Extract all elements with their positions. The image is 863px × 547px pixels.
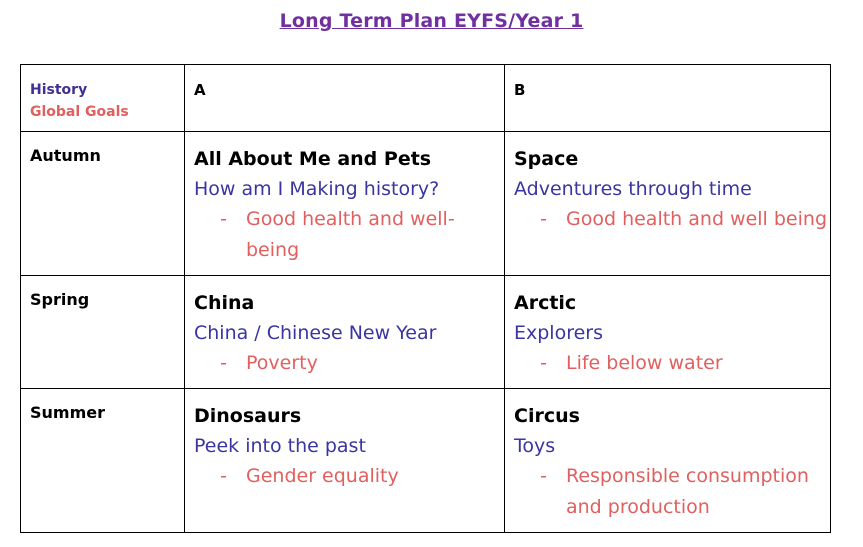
history-question: China / Chinese New Year — [194, 322, 437, 344]
season-cell — [21, 132, 185, 276]
plan-cell-a — [185, 276, 505, 389]
global-goal-item: - Life below water — [540, 352, 723, 374]
plan-cell-a — [185, 132, 505, 276]
topic-title: Space — [514, 148, 579, 170]
topic-title: All About Me and Pets — [194, 148, 432, 170]
history-question: Explorers — [514, 322, 604, 344]
season-cell — [21, 389, 185, 533]
legend-history: History — [30, 82, 88, 98]
season-label: Autumn — [30, 146, 101, 165]
column-header-b: B — [505, 65, 831, 132]
legend-global-goals: Global Goals — [30, 104, 129, 120]
global-goal-item: - Poverty — [220, 352, 318, 374]
history-question: Toys — [514, 435, 556, 457]
global-goal-item: - Good health and well being — [540, 208, 827, 230]
global-goal-item: - Responsible consumption and production — [540, 465, 809, 518]
table-row — [21, 276, 831, 389]
topic-title: Dinosaurs — [194, 405, 302, 427]
plan-cell-b — [505, 276, 831, 389]
page-title: Long Term Plan EYFS/Year 1 — [279, 10, 584, 32]
topic-title: Circus — [514, 405, 580, 427]
long-term-plan-table — [20, 64, 831, 533]
global-goal-item: - Good health and well-being — [220, 208, 455, 261]
season-label: Spring — [30, 290, 90, 309]
history-question: Adventures through time — [514, 178, 752, 200]
plan-cell-a — [185, 389, 505, 533]
plan-cell-b — [505, 132, 831, 276]
column-header-a: A — [185, 65, 505, 132]
table-row — [21, 132, 831, 276]
topic-title: China — [194, 292, 255, 314]
header-row — [21, 65, 831, 132]
history-question: How am I Making history? — [194, 178, 440, 200]
global-goal-item: - Gender equality — [220, 465, 399, 487]
season-cell — [21, 276, 185, 389]
table-row — [21, 389, 831, 533]
topic-title: Arctic — [514, 292, 577, 314]
season-label: Summer — [30, 403, 105, 422]
plan-cell-b — [505, 389, 831, 533]
legend-cell — [21, 65, 185, 132]
history-question: Peek into the past — [194, 435, 366, 457]
